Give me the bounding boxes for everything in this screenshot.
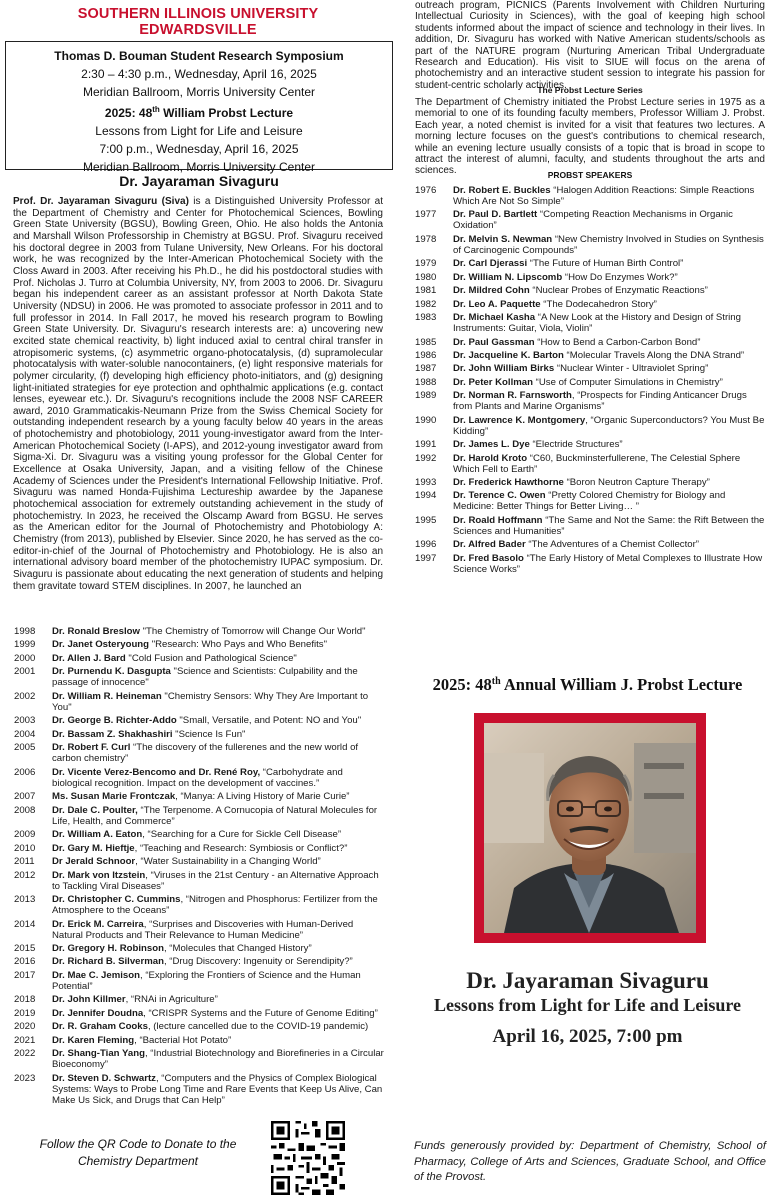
- lecture-row: [415, 453, 765, 475]
- lecture-row: [14, 1048, 384, 1070]
- lecture-entry: [453, 363, 765, 374]
- lecture-entry: [453, 490, 765, 512]
- lecture-title: , (lecture cancelled due to the COVID-19 pandemic): [147, 1021, 369, 1033]
- lecture-year: 2014: [14, 918, 36, 930]
- lecture-entry: [453, 209, 765, 231]
- lecture-year: 1985: [415, 336, 437, 348]
- lecture-title: "Science and Scientists: Culpability and the passage of innocence": [52, 666, 358, 689]
- poster-speaker-name: Dr. Jayaraman Sivaguru: [466, 968, 709, 993]
- lecture-title: “The Terpenome. A Cornucopia of Natural Molecules for Life, Health, and Commerce”: [52, 804, 378, 827]
- lecturer-name: Dr. Norman R. Farnsworth: [453, 390, 572, 402]
- lecturer-name: Ms. Susan Marie Frontczak: [52, 791, 176, 803]
- poster-lecture-title: Lessons from Light for Life and Leisure: [433, 995, 742, 1015]
- lecture-row: [415, 185, 765, 207]
- lecture-row: [14, 870, 384, 892]
- lecture-row: [415, 377, 765, 388]
- lecturer-name: Dr. Purnendu K. Dasgupta: [52, 666, 171, 678]
- lecturer-name: Dr. Richard B. Silverman: [52, 956, 164, 968]
- lecture-title: “New Chemistry Involved in Studies on Synthesis of Carcinogenic Compounds”: [453, 233, 764, 256]
- lecture-title: “The Adventures of a Chemist Collector”: [525, 539, 699, 551]
- lecturer-name: Dr. Jacqueline K. Barton: [453, 349, 564, 361]
- lecture-year: 2006: [14, 766, 36, 778]
- lecture-entry: [52, 870, 384, 892]
- lecture-title: “Carbohydrate and biological recognition. Impact on the development of vaccines.”: [52, 766, 343, 789]
- lecture-year: 1993: [415, 477, 437, 488]
- lecture-entry: [52, 742, 384, 764]
- lecture-title: , “Organic Superconductors? You Must Be Kidding”: [453, 414, 765, 437]
- lecture-year: 1980: [415, 271, 437, 283]
- lecture-year: 1998: [14, 626, 36, 637]
- lecture-entry: [52, 994, 384, 1005]
- lecture-year: 1995: [415, 514, 437, 526]
- lecture-row: [415, 285, 765, 296]
- lecturer-name: Dr. Carl Djerassi: [453, 258, 528, 270]
- lecturer-name: Dr. Terence C. Owen: [453, 490, 546, 502]
- lecture-entry: [453, 234, 765, 256]
- lecture-row: [415, 477, 765, 488]
- lecture-year: 1996: [415, 539, 437, 551]
- lecture-row: [14, 742, 384, 764]
- flyer-page-top: [0, 0, 773, 594]
- university-name: SOUTHERN ILLINOIS UNIVERSITY: [77, 6, 319, 22]
- lecture-title: Lessons from Light for Life and Leisure: [95, 124, 303, 138]
- lecture-title: , “Bacterial Hot Potato”: [134, 1034, 232, 1046]
- lecture-year: 2003: [14, 715, 36, 727]
- lecturer-name: Dr. Melvin S. Newman: [453, 233, 553, 245]
- lecture-row: [14, 691, 384, 713]
- lecture-title: “Nuclear Winter - Ultraviolet Spring”: [554, 363, 709, 375]
- lecture-title: “Electride Structures”: [529, 439, 623, 451]
- lecture-year: 2022: [14, 1048, 36, 1060]
- lecture-row: [415, 515, 765, 537]
- lecture-title: , “Water Sustainability in a Changing World”: [135, 856, 321, 868]
- lecture-title: “Pretty Colored Chemistry for Biology and Medicine: Better Things for Better Living… ”: [453, 490, 726, 513]
- lecture-title: “Use of Computer Simulations in Chemistry”: [532, 376, 723, 388]
- lecture-heading: 2025: 48th William Probst Lecture: [104, 105, 294, 120]
- lecturer-name: Dr. Harold Kroto: [453, 452, 528, 464]
- lecture-row: [415, 539, 765, 550]
- lecture-entry: [52, 626, 384, 637]
- lecturer-name: Dr. Robert F. Curl: [52, 742, 131, 754]
- lecture-row: [14, 829, 384, 840]
- lecture-title: , “Searching for a Cure for Sickle Cell Disease”: [142, 829, 342, 841]
- donate-qr-caption: Follow the QR Code to Donate to the Chemistry Department: [39, 1137, 237, 1168]
- lecture-row: [14, 843, 384, 854]
- lecture-title: , “Molecules that Changed History”: [163, 942, 312, 954]
- lecture-title: “Nuclear Probes of Enzymatic Reactions”: [529, 285, 708, 297]
- lecture-entry: [453, 415, 765, 437]
- lecture-title: “The Dodecahedron Story”: [540, 298, 657, 310]
- lecturer-name: Dr. Robert E. Buckles: [453, 185, 551, 196]
- lecture-row: [415, 209, 765, 231]
- lecture-entry: [453, 515, 765, 537]
- lecturer-name: Dr. Karen Fleming: [52, 1034, 135, 1046]
- lecture-year: 2021: [14, 1034, 36, 1046]
- lecture-title: “Halogen Addition Reactions: Simple Reactions Which Are Not So Simple”: [453, 185, 755, 207]
- lecturer-name: Dr. Bassam Z. Shakhashiri: [52, 728, 173, 740]
- lecture-title: “Molecular Travels Along the DNA Strand”: [563, 349, 745, 361]
- lecture-title: “The Future of Human Birth Control”: [527, 258, 684, 270]
- lecture-row: [14, 715, 384, 726]
- lecture-entry: [52, 653, 384, 664]
- lecturer-name: Dr. John William Birks: [453, 363, 555, 375]
- lecture-year: 2020: [14, 1021, 36, 1033]
- lecturer-name: Dr. Christopher C. Cummins: [52, 894, 181, 906]
- lecture-list-bottom: [14, 626, 384, 1106]
- lecture-row: [415, 337, 765, 348]
- lecture-title: , “Computers and the Physics of Complex Biological Systems: Ways to Probe Long Time and Rare Events that Keep Us Alive, Can Make Us Sick, and Drugs that Can Help”: [52, 1072, 383, 1106]
- lecturer-name: Dr. Shang-Tian Yang: [52, 1048, 145, 1060]
- lecture-entry: [52, 1035, 384, 1046]
- lecture-year: 1990: [415, 414, 437, 426]
- series-paragraph: The Department of Chemistry initiated the Probst Lecture series in 1975 as a memorial to one of its founding faculty members, Professor William J. Probst. Each year, a noted chemist is invited for a visit that features two lectures. A morning lecture focuses on the guest's contributions to chemical research, while an evening lecture usually consists of a topic that is broad in scope to attract the interest of alumni, faculty, and students throughout the arts and sciences.: [415, 97, 765, 177]
- lecture-title: , “Manya: A Living History of Marie Curie”: [175, 791, 350, 803]
- lecture-row: [14, 919, 384, 941]
- lecturer-name: Dr. John Killmer: [52, 994, 126, 1006]
- lecture-row: [14, 956, 384, 967]
- lecturer-name: Dr. Jennifer Doudna: [52, 1007, 144, 1019]
- lecture-year: 1992: [415, 452, 437, 464]
- lecture-title: , “Prospects for Finding Anticancer Drugs from Plants and Marine Organisms”: [453, 390, 747, 413]
- university-campus: EDWARDSVILLE: [139, 22, 257, 38]
- lecture-title: “Competing Reaction Mechanisms in Organic Oxidation”: [453, 209, 733, 232]
- lecturer-name: Dr. Alfred Bader: [453, 539, 526, 551]
- lecture-entry: [453, 312, 765, 334]
- lecturer-name: Dr. Ronald Breslow: [52, 626, 140, 637]
- lecture-entry: [453, 272, 765, 283]
- lecture-year: 1977: [415, 209, 437, 221]
- lecture-time: 7:00 p.m., Wednesday, April 16, 2025: [99, 142, 299, 156]
- lecture-year: 1982: [415, 298, 437, 310]
- lecture-entry: [453, 337, 765, 348]
- lecture-row: [415, 350, 765, 361]
- lecture-place: Meridian Ballroom, Morris University Center: [82, 160, 316, 174]
- lecture-entry: [52, 1021, 384, 1032]
- lecture-entry: [453, 285, 765, 296]
- lecture-year: 1999: [14, 639, 36, 651]
- lecture-year: 1983: [415, 312, 437, 324]
- lecture-entry: [52, 715, 384, 726]
- lecture-title: , “CRISPR Systems and the Future of Genome Editing”: [143, 1007, 378, 1019]
- event-info-box: [5, 41, 393, 174]
- lecture-title: “Boron Neutron Capture Therapy”: [563, 477, 710, 488]
- lecturer-name: Dr. Gregory H. Robinson: [52, 942, 164, 954]
- bio-name: Prof. Dr. Jayaraman Sivaguru (Siva): [13, 196, 189, 207]
- lecture-title: “The Same and Not the Same: the Rift Between the Sciences and Humanities”: [453, 514, 765, 537]
- outreach-paragraph: outreach program, PICNICS (Parents Involvement with Children Nurturing Intellectual Curiosity in Sciences), with the goal of keeping high school students informed about the impact of science and technology in their lives. In addition, Dr. Sivaguru has worked with Native American students/schools as part of the NATURE program (Nurturing American Tribal Undergraduate Research and Education). His visit to SIUE will focus on the arena of photochemistry and an interactive student session to integrate his passion for student-centric scholarly activities.: [415, 0, 765, 91]
- lecture-year: 2002: [14, 690, 36, 702]
- lecture-year: 2010: [14, 842, 36, 854]
- lecture-entry: [52, 956, 384, 967]
- lecture-year: 2009: [14, 829, 36, 841]
- lecture-year: 2018: [14, 994, 36, 1006]
- lecture-entry: [52, 767, 384, 789]
- lecture-title: , “Teaching and Research: Symbiosis or Conflict?”: [134, 842, 348, 854]
- lecture-list-top: [415, 185, 765, 575]
- lecture-entry: [52, 919, 384, 941]
- lecturer-name: Dr. Gary M. Hieftje: [52, 842, 135, 854]
- lecture-year: 2023: [14, 1072, 36, 1084]
- lecturer-name: Dr. Roald Hoffmann: [453, 514, 543, 526]
- lecture-row: [14, 639, 384, 650]
- lecture-entry: [453, 477, 765, 488]
- lecturer-name: Dr. William A. Eaton: [52, 829, 143, 841]
- lecture-title: “How Do Enzymes Work?”: [562, 271, 678, 283]
- lecture-entry: [52, 970, 384, 992]
- lecture-title: , “Exploring the Frontiers of Science and the Human Potential”: [52, 969, 361, 992]
- lecture-year: 1979: [415, 258, 437, 270]
- lecture-title: “The Early History of Metal Complexes to Illustrate How Science Works”: [453, 552, 763, 575]
- lecture-title: “C60, Buckminsterfullerene, The Celestial Sphere Which Fell to Earth”: [453, 452, 741, 475]
- lecture-entry: [52, 1073, 384, 1106]
- lecture-title: , “Drug Discovery: Ingenuity or Serendipity?”: [163, 956, 353, 968]
- lecturer-name: Dr. Mildred Cohn: [453, 285, 530, 297]
- lecture-year: 1988: [415, 376, 437, 388]
- lecture-row: [14, 943, 384, 954]
- lecture-title: "Small, Versatile, and Potent: NO and You": [176, 715, 362, 727]
- lecturer-name: Dr. Frederick Hawthorne: [453, 477, 564, 488]
- lecture-row: [14, 626, 384, 637]
- speakers-heading: PROBST SPEAKERS: [547, 170, 633, 180]
- lecture-entry: [453, 539, 765, 550]
- lecture-year: 1994: [415, 490, 437, 502]
- lecture-row: [14, 994, 384, 1005]
- lecture-year: 2008: [14, 804, 36, 816]
- lecture-entry: [52, 729, 384, 740]
- lecture-entry: [453, 439, 765, 450]
- lecturer-name: Dr. Mark von Itzstein: [52, 869, 146, 881]
- lecture-entry: [52, 943, 384, 954]
- lecture-row: [14, 791, 384, 802]
- poster-date: April 16, 2025, 7:00 pm: [492, 1026, 683, 1047]
- lecture-entry: [453, 185, 765, 207]
- lecture-entry: [52, 791, 384, 802]
- lecture-row: [14, 666, 384, 688]
- lecture-title: , “Surprises and Discoveries with Human-Derived Natural Products and Their Relevance to Human Medicine”: [52, 918, 354, 941]
- speaker-biography: [13, 196, 383, 592]
- lecturer-name: Dr. Paul D. Bartlett: [453, 209, 538, 221]
- lecture-entry: [453, 258, 765, 269]
- lecture-row: [415, 439, 765, 450]
- lecture-row: [14, 653, 384, 664]
- lecture-row: [14, 729, 384, 740]
- lecture-entry: [52, 894, 384, 916]
- lecture-title: , “Industrial Biotechnology and Biorefineries in a Circular Bioeconomy”: [52, 1048, 384, 1071]
- lecturer-name: Dr. Janet Osteryoung: [52, 639, 150, 651]
- lecture-title: "Science Is Fun": [172, 728, 246, 740]
- lecture-row: [415, 272, 765, 283]
- speaker-heading: Dr. Jayaraman Sivaguru: [119, 173, 279, 189]
- lecture-year: 1976: [415, 185, 437, 196]
- lecture-row: [14, 805, 384, 827]
- symposium-time: 2:30 – 4:30 p.m., Wednesday, April 16, 2025: [81, 67, 317, 81]
- lecture-year: 2017: [14, 969, 36, 981]
- lecture-year: 1989: [415, 390, 437, 402]
- lecturer-name: Dr. William R. Heineman: [52, 690, 162, 702]
- page-gap: [0, 594, 773, 614]
- lecture-row: [415, 299, 765, 310]
- lecture-row: [415, 234, 765, 256]
- lecture-title: , “Viruses in the 21st Century - an Alternative Approach to Tackling Viral Diseases”: [52, 869, 379, 892]
- lecture-year: 2004: [14, 728, 36, 740]
- lecturer-name: Dr. Fred Basolo: [453, 552, 524, 564]
- lecture-entry: [52, 856, 384, 867]
- lecture-year: 2015: [14, 942, 36, 954]
- bio-text: is a Distinguished University Professor at the Department of Chemistry and Center for Photochemical Sciences, Bowling Green State University (BGSU), Bowling Green, Ohio. He also holds the Antonia and Marshall Wilson Professorship in Chemistry at BGSU. Prof. Sivaguru received his doctoral degree in 2003 from Tulane University, New Orleans. For his doctoral work, he was recognized by the Inter-American Photochemical Society with the Closs Award in 2003. After receiving his Ph.D., he did his postdoctoral studies with Prof. Nicholas J. Turro at Columbia University, NY, from 2003 to 2006. Dr. Sivaguru began his independent career as an assistant professor at North Dakota State University (NDSU) in 2006. He was promoted to associate professor in 2011 and to full professor in 2014. In Fall 2017, he moved his research program to Bowling Green State University. Dr. Sivaguru's research interests are: a) uncovering new excited state chemical reactivity, b) light induced axial to central chiral transfer in atropisomeric systems, (c) asymmetric organo-photocatalysis, (d) supramolecular photocatalysis with water-soluble nanocontainers, (e) light responsive materials for polymer circularity, (f) developing high efficiency photo-initiators, and (g) designing light-initiated strategies for eye protection and ophthalmic applications (e.g. contact lenses, eyewear etc.). Dr. Sivaguru's recognitions include the 2008 NSF CAREER award, 2010 Grammaticakis-Neumann Prize from the Swiss Chemical Society for outstanding independent research by a young faculty below 40 years in the areas of photochemistry and photobiology, 2011 young-investigator award from the Inter-American Photochemical Society (I-APS), and 2012-young investigator award from Sigma-Xi. Dr. Sivaguru was a visiting young professor for the Global Center for Excellence at Osaka University, Japan, and a visiting fellow of the Chinese Academy of Sciences under the President's International Fellowship Initiative. Prof. Sivaguru was named Honda-Fujishima Lectureship awardee by the Japanese photochemical association for extremely outstanding achievement in the study of photochemistry. In 2023, he received the Olscamp Award from BGSU. He serves as the American editor for the Journal of Photochemistry and Photobiology A: Chemistry (from 2013), published by Elsevier. Since 2020, he has served as the co-editor-in-chief of the Journal of Photochemistry and Photobiology. He is also an international advisory board member of the photochemistry IUPAC symposium. Dr. Sivaguru is passionate about educating the next generation of students and helping them gravitate toward STEM disciplines. In 2007, he launched an: [13, 196, 383, 592]
- lecture-year: 2007: [14, 791, 36, 803]
- lecture-title: “A New Look at the History and Design of String Instruments: Guitar, Viola, Violin”: [453, 312, 741, 335]
- lecture-row: [415, 415, 765, 437]
- symposium-place: Meridian Ballroom, Morris University Center: [82, 85, 316, 99]
- lecturer-name: Dr. Mae C. Jemison: [52, 969, 140, 981]
- lecturer-name: Dr. Leo A. Paquette: [453, 298, 541, 310]
- qr-code-icon[interactable]: [268, 1118, 348, 1198]
- lecture-row: [415, 390, 765, 412]
- lecture-title: "Cold Fusion and Pathological Science": [125, 652, 297, 664]
- lecture-row: [14, 856, 384, 867]
- lecture-title: "Research: Who Pays and Who Benefits": [149, 639, 328, 651]
- lecture-entry: [52, 805, 384, 827]
- lecturer-name: Dr. R. Graham Cooks: [52, 1021, 148, 1033]
- lecture-entry: [453, 553, 765, 575]
- lecturer-name: Dr. Vicente Verez-Bencomo and Dr. René Roy,: [52, 766, 261, 778]
- lecturer-name: Dr. Allen J. Bard: [52, 652, 126, 664]
- lecturer-name: Dr. Steven D. Schwartz: [52, 1072, 156, 1084]
- lecture-entry: [52, 691, 384, 713]
- lecture-year: 2001: [14, 666, 36, 678]
- lecturer-name: Dr. George B. Richter-Addo: [52, 715, 177, 727]
- lecture-row: [14, 970, 384, 992]
- flyer-page-bottom: [0, 614, 773, 1200]
- lecture-entry: [453, 350, 765, 361]
- lecture-entry: [52, 843, 384, 854]
- lecture-year: 2019: [14, 1007, 36, 1019]
- lecture-row: [415, 553, 765, 575]
- lecture-entry: [453, 377, 765, 388]
- lecture-row: [14, 894, 384, 916]
- lecturer-name: Dr. William N. Lipscomb: [453, 271, 563, 283]
- lecture-entry: [52, 666, 384, 688]
- speaker-portrait: [484, 723, 696, 933]
- lecturer-name: Dr. Dale C. Poulter,: [52, 804, 138, 816]
- lecture-row: [14, 1035, 384, 1046]
- lecture-title: , “Nitrogen and Phosphorus: Fertilizer from the Atmosphere to the Oceans”: [52, 894, 378, 917]
- lecture-title: “How to Bend a Carbon-Carbon Bond”: [534, 336, 701, 348]
- lecture-year: 2000: [14, 652, 36, 664]
- lecturer-name: Dr. Lawrence K. Montgomery: [453, 414, 586, 426]
- lecture-entry: [453, 453, 765, 475]
- lecture-title: , “RNAi in Agriculture”: [125, 994, 218, 1006]
- lecture-year: 1978: [415, 233, 437, 245]
- series-heading: The Probst Lecture Series: [537, 85, 643, 95]
- lecturer-name: Dr. Erick M. Carreira: [52, 918, 144, 930]
- lecture-row: [14, 1021, 384, 1032]
- lecture-entry: [453, 299, 765, 310]
- lecture-year: 2005: [14, 742, 36, 754]
- lecturer-name: Dr. Michael Kasha: [453, 312, 536, 324]
- lecture-row: [415, 363, 765, 374]
- lecture-year: 2016: [14, 956, 36, 968]
- lecture-year: 1997: [415, 552, 437, 564]
- annual-lecture-heading: 2025: 48th Annual William J. Probst Lecture: [432, 675, 743, 694]
- lecture-row: [14, 1008, 384, 1019]
- lecture-year: 2011: [14, 856, 35, 868]
- lecture-entry: [453, 390, 765, 412]
- lecture-year: 2013: [14, 894, 36, 906]
- lecture-year: 1991: [415, 439, 437, 451]
- lecturer-name: Dr. James L. Dye: [453, 439, 530, 451]
- lecture-entry: [52, 639, 384, 650]
- lecture-title: “The discovery of the fullerenes and the new world of carbon chemistry”: [52, 742, 359, 765]
- lecture-row: [14, 767, 384, 789]
- lecture-entry: [52, 1048, 384, 1070]
- lecture-row: [415, 490, 765, 512]
- lecture-year: 1986: [415, 349, 437, 361]
- lecture-row: [14, 1073, 384, 1106]
- lecture-year: 1981: [415, 285, 437, 297]
- lecturer-name: Dr. Peter Kollman: [453, 376, 533, 388]
- lecture-title: "Chemistry Sensors: Why They Are Important to You": [52, 690, 369, 713]
- lecture-year: 2012: [14, 869, 36, 881]
- funding-note: Funds generously provided by: Department of Chemistry, School of Pharmacy, College of Arts and Sciences, Graduate School, and Office of the Provost.: [414, 1140, 766, 1183]
- lecture-row: [415, 312, 765, 334]
- lecture-year: 1987: [415, 363, 437, 375]
- lecturer-name: Dr. Paul Gassman: [453, 336, 535, 348]
- lecture-entry: [52, 1008, 384, 1019]
- lecture-title: "The Chemistry of Tomorrow will Change Our World": [139, 626, 366, 637]
- lecture-row: [415, 258, 765, 269]
- lecture-entry: [52, 829, 384, 840]
- lecturer-name: Dr Jerald Schnoor: [52, 856, 136, 868]
- symposium-title: Thomas D. Bouman Student Research Symposium: [54, 49, 344, 63]
